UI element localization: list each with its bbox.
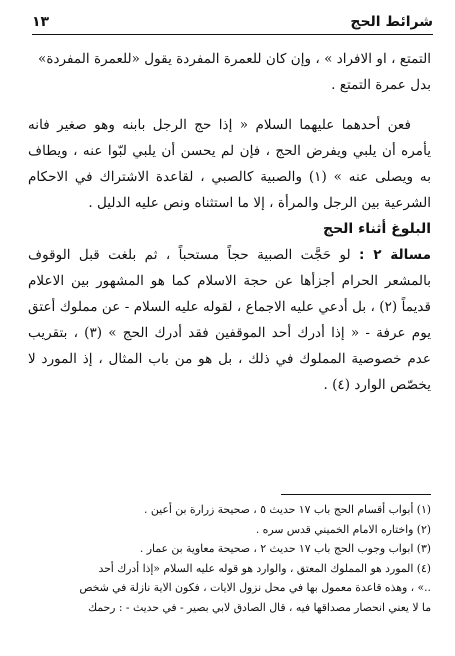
- footnote-4-line-3: ما لا يعني انحصار مصداقها فيه ، قال الصادق لابي بصير - في حديث - : رحمك: [88, 600, 431, 614]
- paragraph-gap: [28, 98, 431, 112]
- page-header: [32, 10, 433, 34]
- footnote-divider: [281, 494, 431, 495]
- paragraph-issue-2: [28, 242, 431, 398]
- footnote-3: (٣) ابواب وجوب الحج باب ١٧ حديث ٢ ، صحيحة معاوية بن عمار .: [139, 542, 431, 556]
- main-text: [28, 46, 431, 398]
- page-number: ١٣: [32, 14, 50, 30]
- paragraph-continuation-line-2: بدل عمرة التمتع .: [331, 77, 431, 93]
- paragraph-continuation-line-1: التمتع ، او الافراد » ، وإن كان للعمرة المفردة يقول «للعمرة المفردة»: [38, 51, 431, 67]
- running-title: شرائط الحج: [350, 14, 433, 30]
- footnote-1: (١) أبواب أقسام الحج باب ١٧ حديث ٥ ، صحيحة زرارة بن أعين .: [144, 503, 431, 516]
- section-heading: البلوغ أثناء الحج: [323, 221, 431, 237]
- footnote-4-line-2: ..» ، وهذه قاعدة معمول بها في محل نزول الايات ، فكون الاية نازلة في شخص: [79, 581, 431, 595]
- footnotes: [28, 500, 431, 618]
- paragraph-hadith: فعن أحدهما عليهما السلام « إذا حج الرجل بابنه وهو صغير فانه يأمره أن يلبي ويفرض الحج ، فإن لم يحسن أن يلبي لبّوا عنه ، ويطاف به ويصلى عنه » (١) والصبية كالصبي ، لقاعدة الاشتراك في الاحكام الشرعية بين الرجل والمرأة ، إلا ما استثناه ونص عليه الدليل .: [28, 117, 431, 211]
- issue-text: لو حَجَّت الصبية حجاً مستحباً ، ثم بلغت قبل الوقوف بالمشعر الحرام أجزأها عن حجة الاسلام كما هو المشهور بين الاعلام قديماً (٢) ، بل أدعي عليه الاجماع ، لقوله عليه السلام - عن مملوك أعتق يوم عرفة - « إذا أدرك أحد الموقفين فقد أدرك الحج » (٣) ، بتقريب عدم خصوصية المملوك في ذلك ، بل هو من باب المثال ، إذ المورد لا يخصّص الوارد (٤) .: [28, 247, 431, 393]
- header-divider: [32, 34, 433, 35]
- issue-label: مسالة ٢ :: [359, 247, 432, 263]
- footnote-2: (٢) واختاره الامام الخميني قدس سره .: [255, 522, 431, 536]
- footnote-4-line-1: (٤) المورد هو المملوك المعتق ، والوارد هو قوله عليه السلام «إذا أدرك أحد: [98, 561, 431, 575]
